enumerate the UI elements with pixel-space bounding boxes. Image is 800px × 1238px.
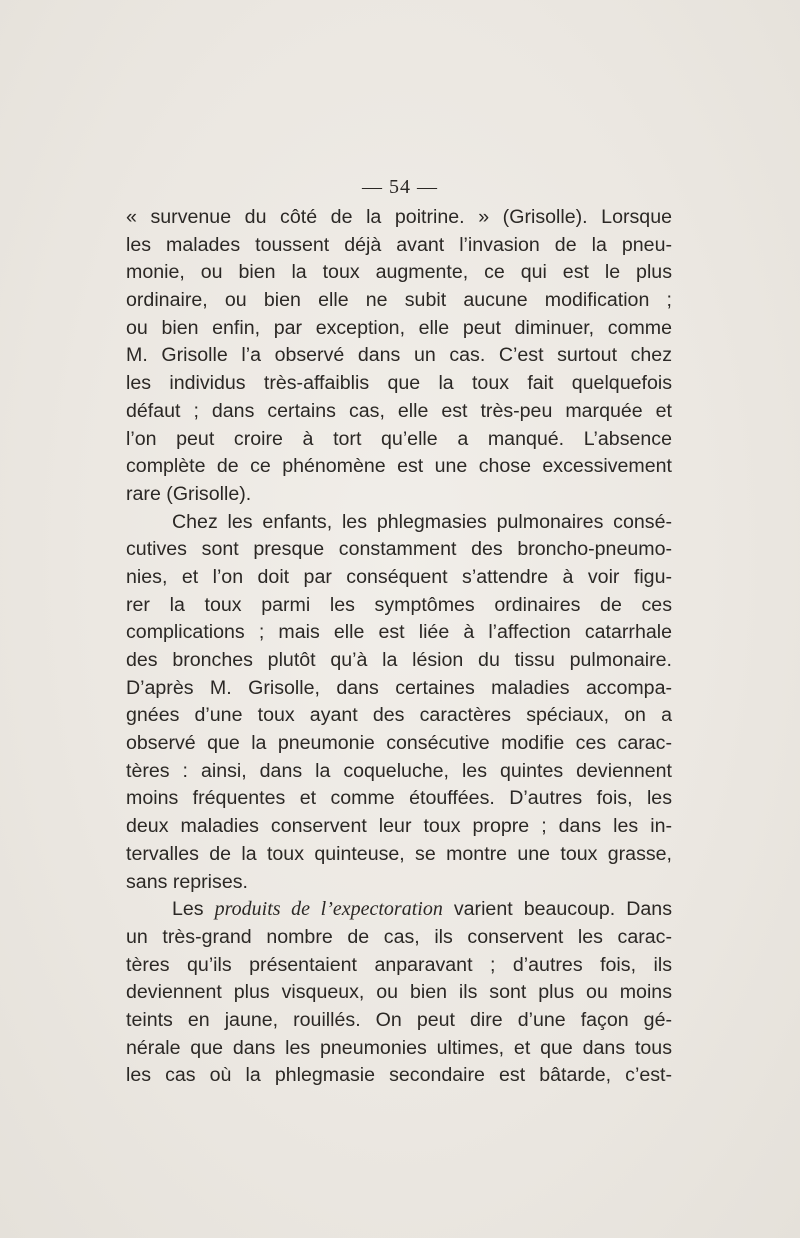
text-line: défaut ; dans certains cas, elle est très-peu marquée et bbox=[126, 399, 672, 422]
text-line: monie, ou bien la toux augmente, ce qui est le plus bbox=[126, 261, 672, 284]
text-line: ou bien enfin, par exception, elle peut diminuer, comme bbox=[126, 316, 672, 339]
text-line: complète de ce phénomène est une chose excessivement bbox=[126, 455, 672, 478]
text-line: D’après M. Grisolle, dans certaines maladies accompa- bbox=[126, 676, 672, 699]
text-line: cutives sont presque constamment des broncho-pneumo- bbox=[126, 538, 672, 561]
paragraph-3 bbox=[126, 896, 672, 1090]
text-line: deux maladies conservent leur toux propre ; dans les in- bbox=[126, 815, 672, 838]
text-line: les cas où la phlegmasie secondaire est bâtarde, c’est- bbox=[126, 1064, 672, 1087]
text-line: deviennent plus visqueux, ou bien ils sont plus ou moins bbox=[126, 981, 672, 1004]
text-line: les individus très-affaiblis que la toux fait quelquefois bbox=[126, 372, 672, 395]
text-line: l’on peut croire à tort qu’elle a manqué. L’absence bbox=[126, 427, 672, 450]
paragraph-3-prefix: Les bbox=[172, 898, 215, 921]
paragraph-3-italic-term: produits de l’expectoration bbox=[214, 898, 443, 921]
text-line: rare (Grisolle). bbox=[126, 482, 252, 505]
text-line: nies, et l’on doit par conséquent s’attendre à voir figu- bbox=[126, 565, 672, 588]
text-line: complications ; mais elle est liée à l’affection catarrhale bbox=[126, 621, 672, 644]
text-line: tervalles de la toux quinteuse, se montre une toux grasse, bbox=[126, 842, 672, 865]
text-line: les malades toussent déjà avant l’invasion de la pneu- bbox=[126, 233, 672, 256]
text-line: M. Grisolle l’a observé dans un cas. C’est surtout chez bbox=[126, 344, 672, 367]
text-line: moins fréquentes et comme étouffées. D’autres fois, les bbox=[126, 787, 672, 810]
text-line: sans reprises. bbox=[126, 870, 248, 893]
text-line: nérale que dans les pneumonies ultimes, et que dans tous bbox=[126, 1036, 672, 1059]
text-line: un très-grand nombre de cas, ils conservent les carac- bbox=[126, 925, 672, 948]
text-line: observé que la pneumonie consécutive modifie ces carac- bbox=[126, 732, 672, 755]
text-line: teints en jaune, rouillés. On peut dire d’une façon gé- bbox=[126, 1008, 672, 1031]
text-line: « survenue du côté de la poitrine. » (Grisolle). Lorsque bbox=[126, 206, 672, 228]
text-line: des bronches plutôt qu’à la lésion du tissu pulmonaire. bbox=[126, 649, 672, 671]
paragraph-1 bbox=[126, 204, 672, 509]
text-line: Chez les enfants, les phlegmasies pulmonaires consé- bbox=[172, 510, 672, 533]
text-line: rer la toux parmi les symptômes ordinaires de ces bbox=[126, 593, 672, 616]
paragraph-3-suffix: varient beaucoup. Dans bbox=[442, 898, 673, 921]
page-number: — 54 — bbox=[362, 176, 438, 198]
text-line: tères : ainsi, dans la coqueluche, les quintes deviennent bbox=[126, 759, 672, 782]
paragraph-2 bbox=[126, 509, 672, 897]
text-line: gnées d’une toux ayant des caractères spéciaux, on a bbox=[126, 704, 672, 727]
paragraph-3-first-line bbox=[126, 896, 672, 924]
text-line: ordinaire, ou bien elle ne subit aucune modification ; bbox=[126, 289, 672, 312]
text-line: tères qu’ils présentaient anparavant ; d’autres fois, ils bbox=[126, 953, 672, 976]
body-text bbox=[126, 204, 672, 1090]
